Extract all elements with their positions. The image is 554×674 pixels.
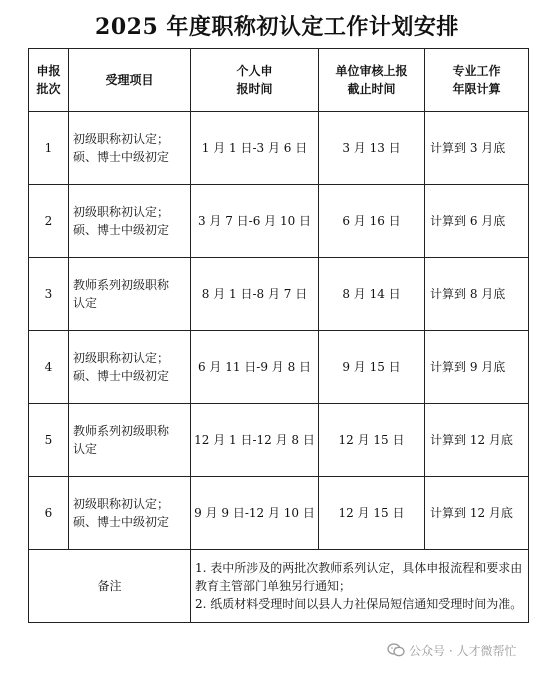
row-deadline: 3 月 13 日 <box>319 112 425 185</box>
row-item: 初级职称初认定； 硕、博士中级初定 <box>69 477 191 550</box>
header-submit-time: 个人申 报时间 <box>191 49 319 112</box>
row-batch: 6 <box>29 477 69 550</box>
notes-row <box>29 550 529 623</box>
header-deadline: 单位审核上报 截止时间 <box>319 49 425 112</box>
header-batch: 申报 批次 <box>29 49 69 112</box>
table-header-row <box>29 49 529 112</box>
row-item: 教师系列初级职称 认定 <box>69 258 191 331</box>
note-line-2: 2. 纸质材料受理时间以县人力社保局短信通知受理时间为准。 <box>195 597 523 611</box>
row-work-years: 计算到 8 月底 <box>425 258 529 331</box>
header-item: 受理项目 <box>69 49 191 112</box>
row-batch: 3 <box>29 258 69 331</box>
row-deadline: 12 月 15 日 <box>319 477 425 550</box>
notes-body <box>191 550 529 623</box>
watermark-text: 公众号 · 人才微帮忙 <box>409 643 517 658</box>
row-batch: 5 <box>29 404 69 477</box>
row-work-years: 计算到 12 月底 <box>425 477 529 550</box>
table-row <box>29 404 529 477</box>
row-item: 初级职称初认定； 硕、博士中级初定 <box>69 112 191 185</box>
note-line-1: 1. 表中所涉及的两批次教师系列认定，具体申报流程和要求由教育主管部门单独另行通知； <box>195 561 523 593</box>
table-row <box>29 258 529 331</box>
row-work-years: 计算到 9 月底 <box>425 331 529 404</box>
table-row <box>29 331 529 404</box>
table-row <box>29 477 529 550</box>
notes-label: 备注 <box>29 550 191 623</box>
row-work-years: 计算到 12 月底 <box>425 404 529 477</box>
watermark <box>387 639 516 661</box>
row-batch: 4 <box>29 331 69 404</box>
row-submit-time: 3 月 7 日-6 月 10 日 <box>191 185 319 258</box>
row-work-years: 计算到 6 月底 <box>425 185 529 258</box>
row-work-years: 计算到 3 月底 <box>425 112 529 185</box>
row-deadline: 9 月 15 日 <box>319 331 425 404</box>
table-row <box>29 185 529 258</box>
row-deadline: 12 月 15 日 <box>319 404 425 477</box>
wechat-icon <box>387 643 405 657</box>
schedule-table <box>28 48 529 623</box>
header-work-years: 专业工作 年限计算 <box>425 49 529 112</box>
row-batch: 2 <box>29 185 69 258</box>
page-title: 2025 年度职称初认定工作计划安排 <box>95 14 459 40</box>
row-deadline: 6 月 16 日 <box>319 185 425 258</box>
row-item: 教师系列初级职称 认定 <box>69 404 191 477</box>
row-item: 初级职称初认定； 硕、博士中级初定 <box>69 185 191 258</box>
table-row <box>29 112 529 185</box>
row-submit-time: 9 月 9 日-12 月 10 日 <box>191 477 319 550</box>
row-submit-time: 6 月 11 日-9 月 8 日 <box>191 331 319 404</box>
row-submit-time: 12 月 1 日-12 月 8 日 <box>191 404 319 477</box>
row-batch: 1 <box>29 112 69 185</box>
row-item: 初级职称初认定； 硕、博士中级初定 <box>69 331 191 404</box>
row-deadline: 8 月 14 日 <box>319 258 425 331</box>
row-submit-time: 8 月 1 日-8 月 7 日 <box>191 258 319 331</box>
row-submit-time: 1 月 1 日-3 月 6 日 <box>191 112 319 185</box>
